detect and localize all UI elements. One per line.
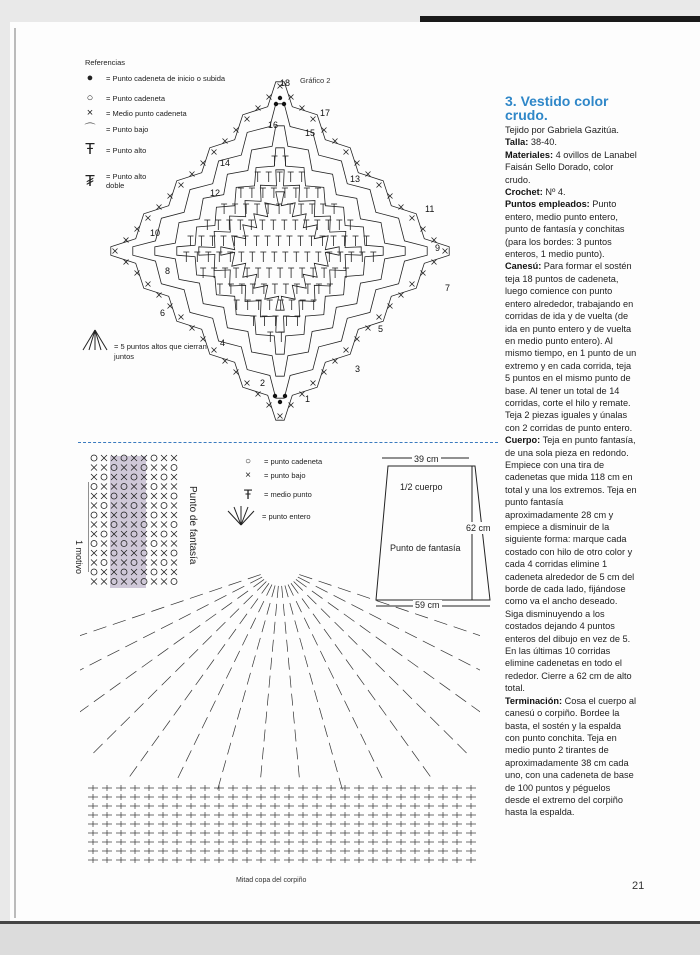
row-number: 13	[350, 174, 361, 184]
stitch-mark	[80, 633, 87, 637]
stitch-mark	[376, 637, 387, 645]
stitch-mark	[362, 649, 371, 658]
open-circle-icon: ○	[244, 456, 252, 467]
stitch-mark	[416, 703, 425, 712]
stitch-mark	[396, 607, 409, 611]
canesu-value: Para formar el sostén teja 18 puntos de cadeneta, luego comience con punto entero alrededor, trabajando en corridas de ida y de vuelta (de ida en punto entero y de vuelta en medio punto entero). Al mismo tiempo, en 1 punto de un extremo y en cada corrida, teja 5 puntos en el mismo punto de base. Al tener un total de 14 corridas, corte el hilo y remate. Teja 2 piezas iguales y únalas con 2 corridas de punto entero.	[505, 261, 637, 433]
height-label: 62 cm	[466, 523, 491, 533]
stitch-mark	[293, 712, 294, 724]
half-body-label: 1/2 cuerpo	[400, 482, 443, 492]
shell-stitch-icon	[226, 505, 256, 527]
diamond-chart	[80, 73, 480, 446]
stitch-mark	[376, 601, 389, 605]
terminacion-value: Cosa el cuerpo al canesú o corpiño. Bordee la basta, el sostén y la espalda con punto conchita. Teja en medio punto 2 tirantes de aproximadamente 38 cm cada uno, con una cadeneta de base de 100 puntos y péguelos desde el extremo del corpiño hasta la espalda.	[505, 695, 637, 818]
stitch-mark	[369, 614, 381, 620]
scan-background	[0, 924, 700, 955]
stitch-mark	[264, 729, 265, 741]
stitch-mark	[267, 603, 270, 615]
stitch-mark	[113, 620, 126, 624]
chain-circle	[171, 522, 177, 528]
chain-circle	[151, 541, 157, 547]
stitch-mark	[295, 729, 296, 741]
stitch-mark	[151, 607, 164, 611]
stitch-mark	[288, 585, 293, 596]
materiales-paragraph	[505, 149, 637, 186]
stitch-mark	[90, 659, 102, 665]
row-number: 2	[260, 378, 266, 388]
row-number: 3	[355, 364, 361, 374]
stitch-mark	[143, 632, 155, 638]
stitch-mark	[242, 690, 245, 702]
stitch-mark	[319, 581, 332, 585]
row-number: 1	[305, 394, 311, 404]
fan-stitches	[80, 575, 480, 863]
stitch-mark	[107, 730, 116, 739]
cup-caption: Mitad copa del corpiño	[236, 877, 307, 884]
stitch-mark	[125, 641, 137, 647]
stitch-mark	[132, 614, 145, 618]
stitch-mark	[296, 601, 301, 612]
row-number: 12	[210, 188, 221, 198]
stitch-mark	[389, 676, 398, 685]
chain-start-dot	[274, 102, 278, 106]
ref-label: = Punto bajo	[106, 124, 149, 134]
ref-label: = Punto alto doble	[106, 172, 147, 190]
stitch-mark	[401, 736, 408, 746]
legend-label: = medio punto	[264, 489, 312, 499]
stitch-mark	[271, 658, 272, 670]
puntos-value: Punto entero, medio punto entero, punto de fantasía y conchitas (para los bordes: 3 puntos enteros, 1 medio punto).	[505, 199, 625, 260]
stitch-mark	[335, 644, 342, 654]
diamond-stitches	[111, 82, 449, 420]
stitch-mark	[297, 747, 298, 759]
chain-circle	[151, 455, 157, 461]
stitch-mark	[476, 668, 480, 674]
stitch-mark	[405, 632, 417, 638]
cup-fan-chart	[80, 560, 480, 870]
stitch-mark	[357, 675, 364, 685]
arc-icon: ⌒	[84, 123, 96, 135]
stitch-mark	[261, 765, 262, 777]
stitch-mark	[230, 609, 239, 618]
legend-label: = punto bajo	[264, 471, 306, 480]
stitch-mark	[240, 614, 247, 624]
border-crosses	[113, 84, 451, 419]
stitch-mark	[207, 660, 214, 670]
stitch-mark	[344, 614, 355, 622]
stitch-mark	[222, 602, 233, 610]
stitch-mark	[206, 614, 217, 622]
stitch-mark	[319, 708, 322, 720]
stitch-mark	[203, 636, 212, 645]
stitch-mark	[134, 703, 143, 712]
stitch-mark	[457, 744, 466, 753]
stitch-mark	[179, 614, 191, 620]
stitch-mark	[148, 690, 157, 699]
stitch-mark	[234, 651, 239, 662]
stitch-mark	[269, 676, 270, 688]
row-number: 16	[268, 120, 279, 130]
stitch-mark	[344, 701, 349, 712]
ref-label: = Punto alto	[106, 145, 147, 155]
stitch-mark	[196, 675, 203, 685]
stitch-mark	[290, 603, 293, 615]
stitch-mark	[94, 694, 105, 702]
stitch-mark	[328, 667, 333, 678]
stitch-mark	[353, 717, 358, 728]
stitch-mark	[304, 618, 309, 629]
stitch-mark	[237, 591, 248, 599]
stitch-mark	[93, 744, 102, 753]
row-number: 15	[305, 128, 316, 138]
stitch-mark	[276, 604, 277, 616]
crochet-label: Crochet:	[505, 187, 543, 198]
stitch-mark	[314, 690, 317, 702]
stitch-mark	[312, 591, 323, 599]
double-treble-icon: ₮	[85, 173, 95, 190]
stitch-mark	[158, 648, 169, 656]
stitch-label: Punto de fantasía	[390, 543, 461, 553]
stitch-mark	[174, 637, 185, 645]
stitch-mark	[107, 650, 119, 656]
references-title: Referencias	[85, 58, 126, 67]
chain-circle	[101, 503, 107, 509]
stitch-mark	[346, 660, 353, 670]
stitch-mark	[232, 586, 244, 592]
stitch-mark	[80, 668, 84, 674]
stitch-mark	[282, 586, 283, 598]
stitch-mark	[288, 658, 289, 670]
stitch-mark	[403, 690, 412, 699]
stitch-mark	[186, 750, 191, 761]
stitch-mark	[244, 595, 253, 604]
stitch-mark	[334, 595, 346, 601]
chain-circle	[171, 465, 177, 471]
stitch-mark	[320, 651, 325, 662]
row-number: 17	[320, 108, 331, 118]
legend-label: = punto cadeneta	[264, 457, 323, 466]
stitch-mark	[210, 701, 215, 712]
stitch-mark	[316, 586, 328, 592]
stitch-mark	[277, 586, 278, 598]
puntos-paragraph	[505, 198, 637, 260]
stitch-mark	[454, 627, 467, 631]
stitch-mark	[259, 601, 264, 612]
stitch-mark	[223, 760, 226, 772]
chain-circle	[91, 512, 97, 518]
talla-value: 38-40.	[528, 137, 557, 148]
terminacion-label: Terminación:	[505, 695, 563, 706]
crochet-value: Nº 4.	[542, 187, 566, 198]
stitch-mark	[228, 743, 231, 755]
stitch-mark	[369, 750, 374, 761]
cross-icon: ×	[86, 107, 94, 119]
stitch-mark	[324, 725, 327, 737]
stitch-mark	[412, 751, 419, 761]
stitch-mark	[377, 767, 382, 778]
stitch-mark	[444, 730, 453, 739]
stitch-mark	[287, 640, 288, 652]
stitch-mark	[408, 660, 419, 668]
chain-circle	[171, 493, 177, 499]
stitch-mark	[298, 765, 299, 777]
stitch-mark	[307, 595, 316, 604]
stitch-mark	[440, 683, 451, 691]
stitch-mark	[313, 614, 320, 624]
stitch-mark	[473, 633, 480, 637]
stitch-mark	[368, 690, 375, 700]
stitch-mark	[226, 667, 231, 678]
stitch-mark	[312, 634, 317, 645]
stitch-mark	[334, 760, 337, 772]
stitch-icon: Ŧ	[243, 486, 253, 502]
row-number: 11	[425, 204, 435, 214]
stitch-mark	[292, 694, 293, 706]
row-number: 10	[150, 228, 161, 238]
stitch-mark	[163, 721, 170, 731]
terminacion-paragraph	[505, 695, 637, 819]
stitch-mark	[209, 588, 222, 592]
stitch-mark	[229, 629, 236, 639]
stitch-mark	[376, 663, 385, 672]
stitch-mark	[252, 655, 255, 667]
open-circle-icon: ○	[86, 92, 94, 104]
stitch-mark	[130, 766, 137, 776]
stitch-mark	[247, 673, 250, 685]
stitch-mark	[218, 684, 223, 695]
chain-start-dot	[278, 400, 282, 404]
chain-circle	[91, 455, 97, 461]
stitch-mark	[242, 634, 247, 645]
stitch-mark	[237, 708, 240, 720]
ref-label: = Punto cadeneta	[106, 93, 166, 103]
motif-side-label: Punto de fantasía	[187, 486, 198, 565]
stitch-mark	[216, 622, 225, 631]
stitch-mark	[434, 620, 447, 624]
stitch-mark	[272, 585, 275, 597]
stitch-mark	[290, 676, 291, 688]
chain-circle	[161, 474, 167, 480]
stitch-mark	[190, 625, 201, 633]
chain-circle	[101, 531, 107, 537]
cuerpo-label: Cuerpo:	[505, 435, 541, 446]
stitch-mark	[285, 622, 286, 634]
stitch-mark	[215, 595, 227, 601]
article-column	[505, 94, 637, 819]
chain-circle	[151, 484, 157, 490]
chain-circle	[91, 484, 97, 490]
stitch-mark	[262, 747, 263, 759]
stitch-mark	[459, 659, 471, 665]
stitch-mark	[161, 623, 173, 629]
stitch-mark	[423, 766, 430, 776]
talla-paragraph	[505, 136, 637, 148]
stitch-mark	[248, 575, 261, 579]
stitch-mark	[267, 585, 272, 596]
diamond-ring	[111, 82, 449, 420]
stitch-mark	[266, 712, 267, 724]
stitch-mark	[357, 594, 370, 598]
cuerpo-paragraph	[505, 434, 637, 695]
treble-stitch-icon: Ŧ	[85, 141, 95, 158]
stitch-mark	[361, 734, 366, 745]
canesu-paragraph	[505, 260, 637, 434]
row-number: 18	[280, 78, 291, 88]
stitch-mark	[324, 629, 331, 639]
chain-circle	[91, 541, 97, 547]
grafico-title: Gráfico 2	[300, 76, 331, 85]
legend-row	[242, 470, 306, 481]
talla-label: Talla:	[505, 137, 529, 148]
row-number: 7	[445, 283, 451, 293]
row-number: 8	[165, 266, 171, 276]
binding-edge	[14, 28, 16, 918]
bottom-width-label: 59 cm	[415, 600, 440, 610]
stitch-mark	[178, 767, 183, 778]
stitch-mark	[185, 690, 192, 700]
chain-circle	[171, 550, 177, 556]
chain-circle	[161, 503, 167, 509]
stitch-mark	[110, 683, 121, 691]
stitch-mark	[392, 648, 403, 656]
stitch-mark	[300, 638, 303, 650]
stitch-mark	[299, 575, 312, 579]
motif-left-label: 1 motivo	[74, 540, 84, 575]
stitch-mark	[126, 671, 137, 679]
chain-circle	[161, 531, 167, 537]
stitch-mark	[283, 604, 284, 616]
stitch-mark	[190, 594, 203, 598]
stitch-mark	[141, 751, 148, 761]
filled-dot-icon: ●	[86, 72, 94, 84]
article-title: 3. Vestido color crudo.	[505, 93, 609, 123]
row-number: 4	[220, 338, 226, 348]
chain-start-dot	[283, 394, 287, 398]
legend-row	[242, 456, 322, 467]
stitch-mark	[232, 725, 235, 737]
diamond-ring	[221, 192, 339, 310]
cuerpo-value: Teja en punto fantasía, de una sola pieza en redondo. Empiece con una tira de cadenetas que mida 118 cm en total y una los extremos. Teja en punto fantasía aproximadamente 28 cm y empiece a disminuir de la siguiente forma: marque cada costado con hilo de otro color y cada 4 corridas elimine 1 cadeneta alrededor de 5 cm del borde de cada lado, fijándose como va el ancho deseado. Siga disminuyendo a los costados dejando 4 puntos enteros del dibujo en vez de 5. En las últimas 10 corridas elimine cadenetas en todo el rededor. Cierre a 62 cm de alto total.	[505, 435, 637, 694]
chain-start-dot	[273, 394, 277, 398]
stitch-mark	[218, 644, 225, 654]
stitch-mark	[80, 706, 89, 714]
stitch-mark	[390, 721, 397, 731]
stitch-mark	[202, 717, 207, 728]
stitch-mark	[328, 602, 339, 610]
stitch-mark	[121, 717, 130, 726]
stitch-mark	[310, 673, 313, 685]
stitch-mark	[430, 717, 439, 726]
diamond-ring	[155, 126, 405, 376]
top-bar	[420, 16, 700, 22]
stitch-mark	[379, 705, 386, 715]
materiales-label: Materiales:	[505, 149, 554, 160]
ref-label: = Medio punto cadeneta	[106, 108, 187, 118]
section-divider	[78, 442, 498, 443]
row-number: 9	[435, 243, 441, 253]
diamond-ring	[199, 170, 361, 332]
stitch-mark	[305, 655, 308, 667]
canesu-label: Canesú:	[505, 261, 542, 272]
stitch-mark	[471, 706, 480, 714]
stitch-mark	[272, 640, 273, 652]
stitch-mark	[251, 599, 258, 609]
stitch-mark	[302, 599, 309, 609]
stitch-mark	[189, 649, 198, 658]
page-number: 21	[632, 880, 645, 892]
stitch-mark	[274, 622, 275, 634]
stitch-mark	[162, 676, 171, 685]
row-number: 6	[160, 308, 166, 318]
stitch-mark	[229, 581, 242, 585]
stitch-mark	[336, 684, 341, 695]
stitch-mark	[171, 601, 184, 605]
article-author: Tejido por Gabriela Gazitúa.	[505, 125, 619, 135]
legend-row	[242, 486, 312, 502]
stitch-mark	[441, 650, 453, 656]
stitch-mark	[295, 620, 298, 632]
punto-entero-label: = punto entero	[262, 512, 311, 521]
stitch-mark	[93, 627, 106, 631]
stitch-mark	[423, 641, 435, 647]
stitch-mark	[262, 620, 265, 632]
stitch-mark	[174, 705, 181, 715]
stitch-mark	[338, 588, 351, 592]
ref-label: = Punto cadeneta de inicio o subida	[106, 73, 226, 83]
stitch-mark	[175, 663, 184, 672]
stitch-mark	[257, 638, 260, 650]
stitch-mark	[250, 618, 255, 629]
stitch-mark	[415, 614, 428, 618]
stitch-mark	[348, 636, 357, 645]
puntos-label: Puntos empleados:	[505, 199, 590, 210]
chain-circle	[101, 474, 107, 480]
stitch-mark	[142, 660, 153, 668]
crochet-paragraph	[505, 186, 637, 198]
stitch-mark	[321, 609, 330, 618]
stitch-mark	[267, 694, 268, 706]
stitch-mark	[152, 736, 159, 746]
chain-circle	[151, 512, 157, 518]
stitch-mark	[329, 743, 332, 755]
stitch-mark	[387, 623, 399, 629]
chain-start-dot	[282, 102, 286, 106]
cross-icon: ×	[245, 470, 251, 481]
stitch-mark	[197, 604, 209, 610]
top-width-label: 39 cm	[414, 454, 439, 464]
stitch-mark	[194, 734, 199, 745]
stitch-mark	[455, 694, 466, 702]
stitch-mark	[424, 671, 435, 679]
row-number: 5	[378, 324, 384, 334]
stitch-mark	[360, 625, 371, 633]
fan-label: = 5 puntos altos que cierran juntos	[114, 342, 207, 361]
stitch-mark	[335, 622, 344, 631]
materiales-value: 4 ovillos de Lanabel Faisán Sello Dorado, color crudo.	[505, 149, 637, 185]
stitch-mark	[285, 585, 288, 597]
row-number: 14	[220, 158, 231, 168]
stitch-mark	[351, 604, 363, 610]
chain-start-dot	[278, 96, 282, 100]
